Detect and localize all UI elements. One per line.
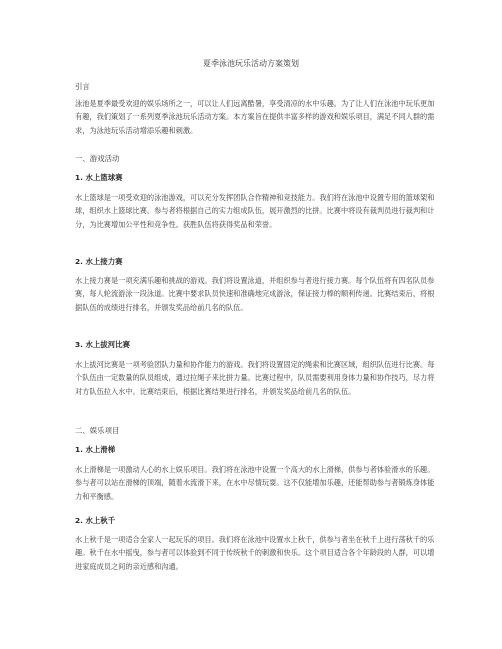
intro-text: 泳池是夏季最受欢迎的娱乐场所之一，可以让人们远离酷暑，享受清凉的水中乐趣。为了让人们在泳池中玩乐更加有趣，我们策划了一系列夏季泳池玩乐活动方案。本方案旨在提供丰富多样的游戏和娱乐项目，满足不同人群的需求，为泳池玩乐活动增添乐趣和刺激。 xyxy=(75,99,435,135)
intro-paragraph xyxy=(75,97,435,137)
document-title: 夏季泳池玩乐活动方案策划 xyxy=(203,59,299,68)
item-text: 水上拔河比赛是一项考验团队力量和协作能力的游戏。我们将设置固定的绳索和比赛区域，组织队伍进行比赛。每个队伍由一定数量的队员组成，通过拉绳子来比拼力量。比赛过程中，队员需要利用身体力量和协作技巧，尽力将对方队伍拉入水中。比赛结束后，根据比赛结果进行排名，并颁发奖品给前几名的队伍。 xyxy=(75,360,435,396)
item-paragraph xyxy=(75,274,435,314)
item-paragraph xyxy=(75,191,435,231)
item-text: 水上滑梯是一项激动人心的水上娱乐项目。我们将在泳池中设置一个高大的水上滑梯，供参与者体验滑水的乐趣。参与者可以站在滑梯的顶端，随着水流滑下来，在水中尽情玩耍。这不仅能增加乐趣，还能帮助参与者锻炼身体能力和平衡感。 xyxy=(75,465,435,501)
item-title: 1. 水上滑梯 xyxy=(75,445,116,454)
item-title: 2. 水上秋千 xyxy=(75,516,116,525)
intro-heading: 引言 xyxy=(75,82,90,91)
item-paragraph xyxy=(75,463,435,503)
item-paragraph xyxy=(75,533,435,573)
item-title: 1. 水上篮球赛 xyxy=(75,173,123,182)
item-text: 水上接力赛是一项充满乐趣和挑战的游戏。我们将设置泳道，并组织参与者进行接力赛。每个队伍将有四名队员参赛，每人轮流游泳一段泳道。比赛中要求队员快速和准确地完成游泳，保证接力棒的顺利传递。比赛结束后，将根据队伍的成绩进行排名，并颁发奖品给前几名的队伍。 xyxy=(75,276,435,312)
item-title: 2. 水上接力赛 xyxy=(75,257,123,266)
item-text: 水上篮球是一项受欢迎的泳池游戏，可以充分发挥团队合作精神和竞技能力。我们将在泳池中设置专用的篮球架和球，组织水上篮球比赛。参与者将根据自己的实力组成队伍，展开激烈的比拼。比赛中将设有裁判员进行裁判和计分，为比赛增加公平性和竞争性。获胜队伍将获得奖品和荣誉。 xyxy=(75,193,435,229)
item-title: 3. 水上拔河比赛 xyxy=(75,340,130,349)
section2-heading: 二、娱乐项目 xyxy=(75,426,120,435)
item-text: 水上秋千是一项适合全家人一起玩乐的项目。我们将在泳池中设置水上秋千，供参与者坐在秋千上进行荡秋千的乐趣。秋千在水中摇曳，参与者可以体验到不同于传统秋千的刺激和快乐。这个项目适合各个年龄段的人群，可以增进家庭成员之间的亲近感和沟通。 xyxy=(75,535,435,571)
section1-heading: 一、游戏活动 xyxy=(75,154,120,163)
item-paragraph xyxy=(75,358,435,398)
